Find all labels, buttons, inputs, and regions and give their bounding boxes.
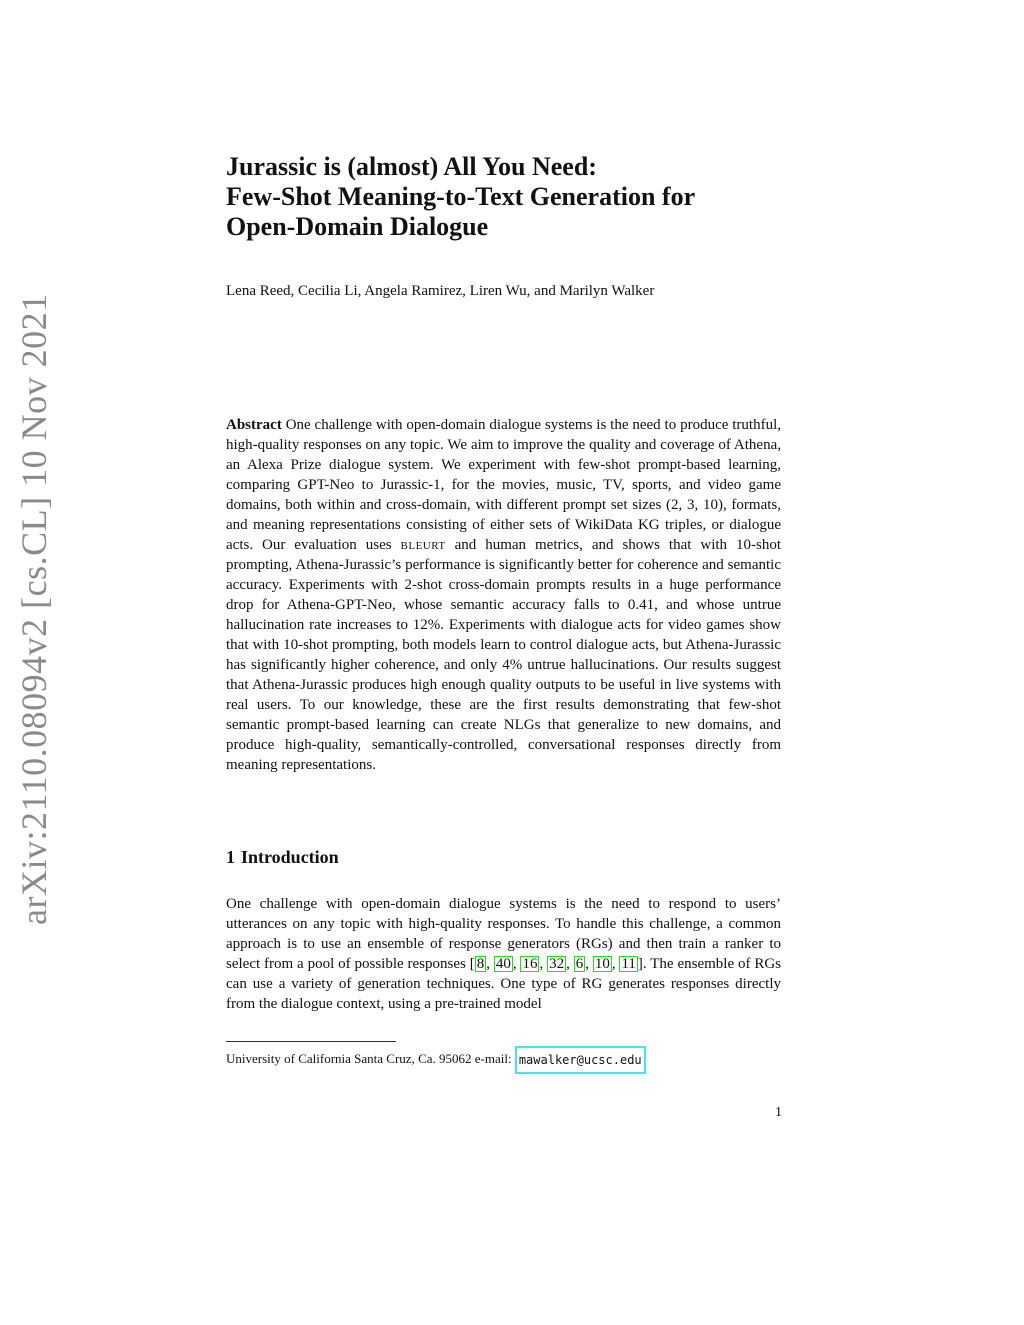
- intro-text-part-1: One challenge with open-domain dialogue systems is the need to respond to users’ utterances on any topic with high-quality responses. To handle this challenge, a common approach is to use an ensemble of response generators (RGs) and then train a ranker to select from a pool of possible responses [: [226, 896, 781, 972]
- citation-link[interactable]: 32: [549, 956, 565, 972]
- citation-link[interactable]: 6: [575, 956, 584, 972]
- abstract-text-part-2: and human metrics, and shows that with 10-shot prompting, Athena-Jurassic’s performance is significantly better for coherence and semantic accuracy. Experiments with 2-shot cross-domain prompts results in a huge performance drop for Athena-GPT-Neo, whose semantic accuracy falls to 0.41, and whose untrue hallucination rate increases to 12%. Experiments with dialogue acts for video games show that with 10-shot prompting, both models learn to control dialogue acts, but Athena-Jurassic has significantly higher coherence, and only 4% untrue hallucinations. Our results suggest that Athena-Jurassic produces high enough quality outputs to be useful in live systems with real users. To our knowledge, these are the first results demonstrating that few-shot semantic prompt-based learning can create NLGs that generalize to new domains, and produce high-quality, semantically-controlled, conversational responses directly from meaning representations.: [226, 537, 781, 773]
- citation-link[interactable]: 40: [495, 956, 511, 972]
- section-title: Introduction: [241, 847, 339, 867]
- abstract-label: Abstract: [226, 417, 282, 433]
- title-line-3: Open-Domain Dialogue: [226, 212, 489, 241]
- intro-paragraph: One challenge with open-domain dialogue systems is the need to respond to users’ utterances on any topic with high-quality responses. To handle this challenge, a common approach is to use an ensemble of response generators (RGs) and then train a ranker to select from a pool of possible responses [ 8 , 40 , 16 , 32 , 6 , 10 , 11 ]. The ensemble of RGs can use a variety of generation techniques. One type of RG generates responses directly from the dialogue context, using a pre-trained model: [226, 896, 782, 1012]
- author-list: Lena Reed, Cecilia Li, Angela Ramirez, Liren Wu, and Marilyn Walker: [226, 283, 655, 299]
- citation-link[interactable]: 8: [476, 956, 485, 972]
- abstract-metric-name: bleurt: [400, 537, 446, 553]
- section-number: 1: [226, 847, 235, 867]
- intro-text-part-2: ]. The ensemble of RGs can use a variety of generation techniques. One type of RG generates responses directly from the dialogue context, using a pre-trained model: [226, 956, 782, 1012]
- footnote: [226, 1046, 786, 1074]
- paper-title: [226, 152, 786, 242]
- title-line-2: Few-Shot Meaning-to-Text Generation for: [226, 182, 696, 211]
- citation-link[interactable]: 11: [621, 956, 636, 972]
- title-line-1: Jurassic is (almost) All You Need:: [226, 152, 597, 181]
- abstract: [226, 415, 781, 775]
- footnote-divider: [226, 1041, 396, 1042]
- abstract-text-part-1: One challenge with open-domain dialogue systems is the need to produce truthful, high-quality responses on any topic. We aim to improve the quality and coverage of Athena, an Alexa Prize dialogue system. We experiment with few-shot prompt-based learning, comparing GPT-Neo to Jurassic-1, for the movies, music, TV, sports, and video game domains, both within and cross-domain, with different prompt set sizes (2, 3, 10), formats, and meaning representations consisting of either sets of WikiData KG triples, or dialogue acts. Our evaluation uses: [226, 417, 781, 553]
- page-number: 1: [775, 1105, 782, 1120]
- citation-link[interactable]: 16: [522, 956, 538, 972]
- arxiv-identifier: arXiv:2110.08094v2 [cs.CL] 10 Nov 2021: [14, 293, 54, 925]
- footnote-affiliation: University of California Santa Cruz, Ca. 95062 e-mail:: [226, 1050, 515, 1066]
- email-link[interactable]: mawalker@ucsc.edu: [515, 1046, 646, 1074]
- section-heading: [226, 845, 781, 869]
- citation-link[interactable]: 10: [594, 956, 610, 972]
